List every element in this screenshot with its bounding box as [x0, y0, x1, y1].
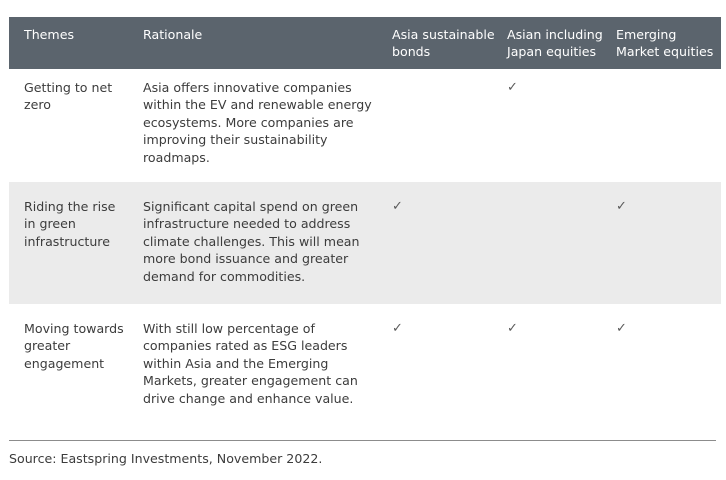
table-row: [9, 304, 721, 426]
check-icon: ✓: [616, 321, 627, 336]
header-rationale: Rationale: [143, 27, 203, 42]
check-icon: ✓: [392, 321, 403, 336]
rationale-cell: With still low percentage of companies rated as ESG leaders within Asia and the Emerging Markets, greater engagement can drive change and enhance value.: [143, 321, 358, 406]
check-icon: ✓: [616, 199, 627, 214]
check-icon: ✓: [392, 199, 403, 214]
header-asia-sustainable-bonds: Asia sustainable bonds: [392, 27, 495, 60]
header-emerging-market-equities: Emerging Market equities: [616, 27, 714, 60]
source-note: Source: Eastspring Investments, November 2022.: [9, 451, 323, 466]
header-themes: Themes: [24, 27, 74, 42]
rationale-cell: Significant capital spend on green infrastructure needed to address climate challenges. This will mean more bond issuance and greater demand for commodities.: [143, 199, 360, 284]
divider: [9, 440, 716, 441]
check-icon: ✓: [507, 321, 518, 336]
table-header: [9, 17, 721, 69]
theme-cell: Moving towards greater engagement: [24, 321, 124, 371]
theme-cell: Riding the rise in green infrastructure: [24, 199, 116, 249]
rationale-cell: Asia offers innovative companies within the EV and renewable energy ecosystems. More companies are improving their sustainability roadmaps.: [143, 80, 372, 165]
theme-cell: Getting to net zero: [24, 80, 113, 113]
table-row: [9, 69, 721, 182]
table-row: [9, 182, 721, 304]
themes-table: [9, 17, 721, 426]
header-asian-japan-equities: Asian including Japan equities: [507, 27, 603, 60]
check-icon: ✓: [507, 80, 518, 95]
